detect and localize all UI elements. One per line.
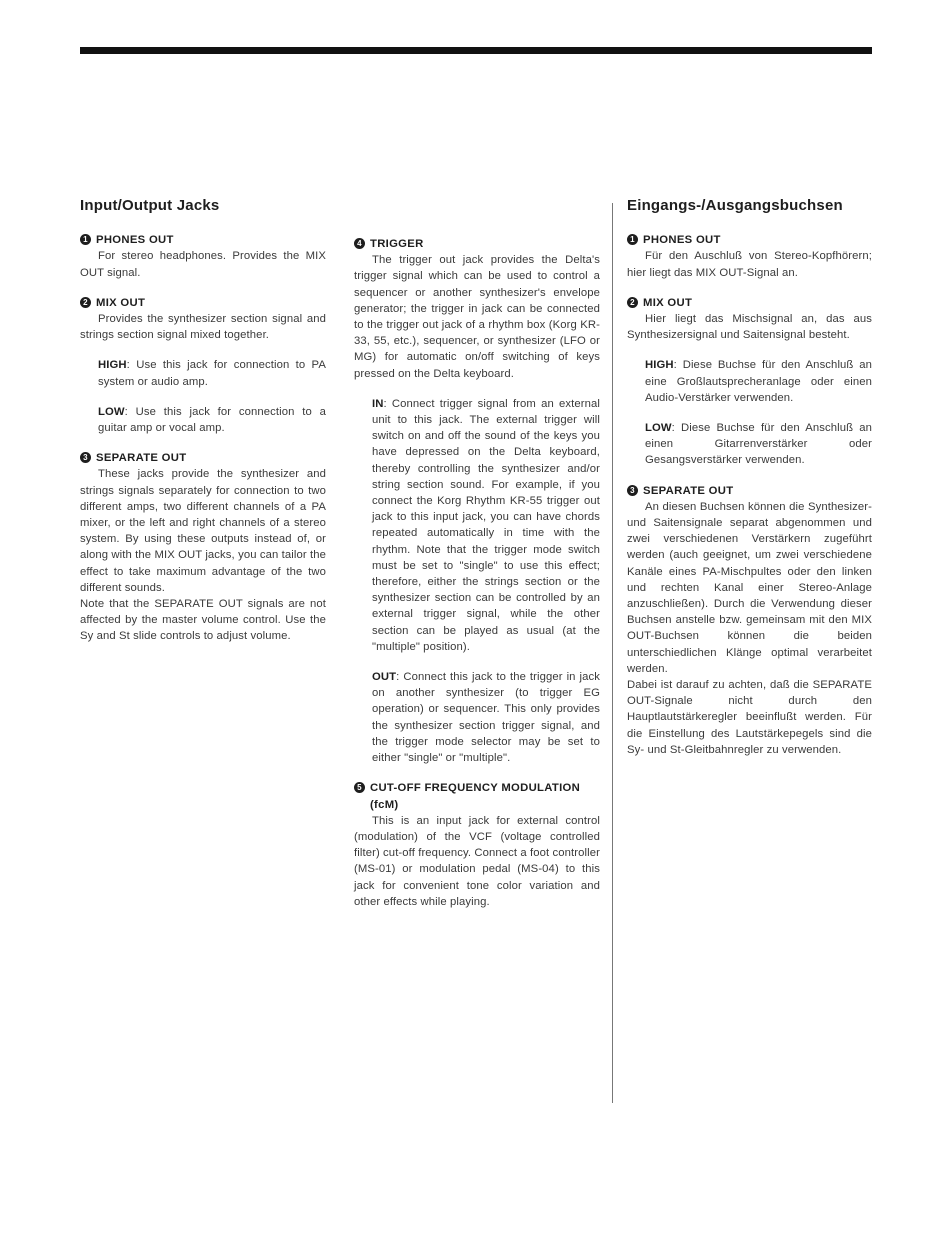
sub-item-out bbox=[372, 669, 600, 766]
number-badge-1: 1 bbox=[627, 234, 638, 245]
section-text: This is an input jack for external control (modulation) of the VCF (voltage controlled filter) cut-off frequency. Connect a foot controller (MS-01) or modulation pedal (MS-04) to this jack for convenient tone color variation and other effects while playing. bbox=[354, 814, 600, 908]
german-right-column bbox=[627, 198, 872, 772]
sub-text: : Use this jack for connection to a guitar amp or vocal amp. bbox=[98, 405, 326, 435]
section-title: TRIGGER bbox=[370, 238, 424, 250]
sub-item-high bbox=[98, 357, 326, 389]
section-text: Provides the synthesizer section signal and strings section signal mixed together. bbox=[80, 313, 326, 342]
section-text: An diesen Buchsen können die Synthesizer- und Saitensignale separat abgenommen und zwei verschiedenen Verstärkern zugeführt werden (auch geeignet, um zwei verschiedene Kanäle eines PA-Mischpultes oder den linken und rechten Kanal einer Stereo-Anlage anzuschließen). Durch die Verwendung dieser Buchsen anstelle bzw. gemeinsam mit den MIX OUT-Buchsen können die beiden unterschiedlichen Klänge optimal verarbeitet werden. bbox=[627, 500, 872, 675]
section-title: SEPARATE OUT bbox=[96, 452, 187, 465]
section-text: These jacks provide the synthesizer and strings signals separately for connection to two different amps, two different channels of a PA mixer, or the left and right channels of a stereo system. By using these outputs instead of, or along with the MIX OUT jacks, you can tailor the effect to take maximum advantage of the two different sounds. bbox=[80, 468, 326, 594]
sub-label: LOW bbox=[98, 405, 125, 418]
section-title: CUT-OFF FREQUENCY MODULATION (fcM) bbox=[370, 782, 581, 811]
sub-item-low bbox=[645, 420, 872, 469]
section-phones-out-de bbox=[627, 232, 872, 281]
section-mix-out-de bbox=[627, 295, 872, 469]
sub-label: OUT bbox=[372, 671, 397, 684]
sub-text: : Connect this jack to the trigger in jack on another synthesizer (to trigger EG operation) or sequencer. This only provides the synthesizer section trigger signal, and the trigger mode selector may be set to either "single" or "multiple". bbox=[372, 671, 600, 765]
top-rule bbox=[80, 47, 872, 54]
number-badge-2: 2 bbox=[627, 297, 638, 308]
section-fcm bbox=[354, 780, 600, 910]
section-text: For stereo headphones. Provides the MIX OUT signal. bbox=[80, 250, 326, 279]
section-trigger bbox=[354, 236, 600, 766]
sub-text: : Use this jack for connection to PA system or audio amp. bbox=[98, 359, 326, 388]
section-note: Dabei ist darauf zu achten, daß die SEPARATE OUT-Signale nicht durch den Hauptlautstärkeregler beeinflußt werden. Für die Einstellung des Lautstärkepegels sind die Sy- und St-Gleitbahnregler zu verwenden. bbox=[627, 679, 872, 756]
section-heading-io-jacks: Input/Output Jacks bbox=[80, 197, 220, 214]
section-text: Für den Auschluß von Stereo-Kopfhörern; hier liegt das MIX OUT-Signal an. bbox=[627, 250, 872, 279]
section-mix-out bbox=[80, 295, 326, 436]
section-phones-out bbox=[80, 232, 326, 281]
section-text: The trigger out jack provides the Delta's trigger signal which can be used to control a sequencer or another synthesizer's envelope generator; the trigger in jack can be connected to the trigger out jack of a rhythm box (Korg KR-33, 55, etc.), sequencer, or synthesizer (LFO or MG) for automatic on/off switching of keys pressed on the Delta keyboard. bbox=[354, 254, 600, 380]
section-heading-german: Eingangs-/Ausgangsbuchsen bbox=[627, 197, 843, 214]
column-divider bbox=[612, 203, 613, 1103]
section-title: SEPARATE OUT bbox=[643, 484, 734, 497]
section-separate-out bbox=[80, 450, 326, 644]
sub-item-high bbox=[645, 357, 872, 406]
sub-text: : Diese Buchse für den Anschluß an eine Großlautsprecheranlage oder einen Audio-Verstärker verwenden. bbox=[645, 359, 872, 404]
section-title: PHONES OUT bbox=[643, 234, 721, 247]
number-badge-3: 3 bbox=[80, 452, 91, 463]
english-middle-column bbox=[354, 236, 600, 924]
sub-text: : Connect trigger signal from an external unit to this jack. The external trigger will switch on and off the sound of the keys you have depressed on the Delta keyboard, thereby controlling the synthesizer and/or string section sound. For example, if you connect the Korg Rhythm KR-55 trigger out jack to this input jack, you can have chords repeated automatically in time with the rhythm. Note that the trigger mode switch must be set to "single" to use this effect; therefore, either the strings section or the synthesizer section can be controlled by an external trigger signal, while the other section can be played as usual (at the "multiple" position). bbox=[372, 397, 600, 653]
section-separate-out-de bbox=[627, 483, 872, 758]
sub-label: IN bbox=[372, 397, 384, 410]
sub-label: HIGH bbox=[98, 359, 127, 372]
section-title: MIX OUT bbox=[643, 296, 693, 309]
section-title: MIX OUT bbox=[96, 296, 146, 309]
sub-item-low bbox=[98, 404, 326, 436]
number-badge-2: 2 bbox=[80, 297, 91, 308]
number-badge-3: 3 bbox=[627, 485, 638, 496]
number-badge-1: 1 bbox=[80, 234, 91, 245]
number-badge-5: 5 bbox=[354, 782, 365, 793]
sub-label: HIGH bbox=[645, 359, 674, 372]
english-left-column bbox=[80, 198, 326, 659]
sub-label: LOW bbox=[645, 422, 672, 435]
section-title: PHONES OUT bbox=[96, 234, 174, 247]
number-badge-4: 4 bbox=[354, 238, 365, 249]
sub-item-in bbox=[372, 396, 600, 655]
section-text: Hier liegt das Mischsignal an, das aus Synthesizersignal und Saitensignal besteht. bbox=[627, 313, 872, 342]
sub-text: : Diese Buchse für den Anschluß an einen Gitarrenverstärker oder Gesangsverstärker verwenden. bbox=[645, 422, 872, 467]
section-note: Note that the SEPARATE OUT signals are not affected by the master volume control. Use the Sy and St slide controls to adjust volume. bbox=[80, 598, 326, 643]
